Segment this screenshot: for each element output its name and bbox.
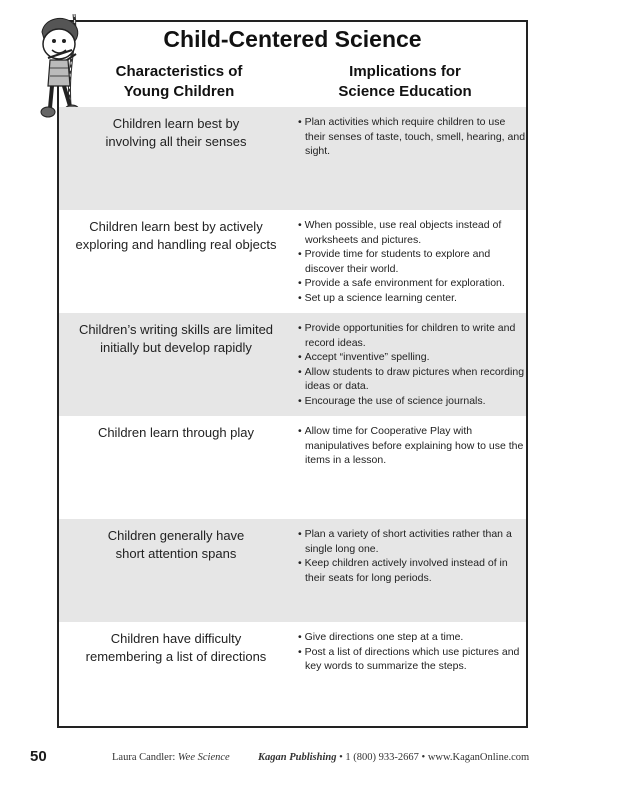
characteristic-cell bbox=[65, 115, 287, 151]
characteristic-line: Children generally have bbox=[107, 528, 245, 543]
characteristic-line: Children have difficulty bbox=[110, 631, 242, 646]
characteristic-line: exploring and handling real objects bbox=[75, 237, 277, 252]
list-item: • Keep children actively involved instead of in their seats for long periods. bbox=[297, 556, 526, 585]
publisher-name: Kagan Publishing bbox=[258, 752, 337, 763]
page-number: 50 bbox=[30, 748, 47, 765]
characteristic-cell bbox=[65, 424, 287, 442]
list-item: • When possible, use real objects instead of worksheets and pictures. bbox=[297, 218, 526, 247]
page-title: Child-Centered Science bbox=[163, 26, 422, 52]
list-item: • Encourage the use of science journals. bbox=[297, 394, 526, 409]
list-item: • Provide opportunities for children to write and record ideas. bbox=[297, 321, 526, 350]
characteristic-line: remembering a list of directions bbox=[85, 649, 267, 664]
characteristic-cell bbox=[65, 321, 287, 357]
list-item: • Plan activities which require children to use their senses of taste, touch, smell, hearing, and sight. bbox=[297, 115, 526, 159]
list-item: • Allow students to draw pictures when recording ideas or data. bbox=[297, 365, 526, 394]
list-item: • Allow time for Cooperative Play with manipulatives before explaining how to use the items in a lesson. bbox=[297, 424, 526, 468]
list-item: • Provide time for students to explore and discover their world. bbox=[297, 247, 526, 276]
footer-book-title: Wee Science bbox=[177, 752, 230, 763]
table-row bbox=[59, 519, 526, 622]
implications-list bbox=[297, 218, 526, 305]
header-line: Characteristics of bbox=[115, 63, 243, 80]
implications-list bbox=[297, 527, 526, 585]
list-item: • Post a list of directions which use pictures and key words to summarize the steps. bbox=[297, 645, 526, 674]
characteristic-line: initially but develop rapidly bbox=[100, 340, 252, 355]
characteristic-cell bbox=[65, 630, 287, 666]
header-line: Implications for bbox=[349, 63, 461, 80]
table-row bbox=[59, 107, 526, 210]
column-header-implications bbox=[305, 62, 505, 102]
implications-list bbox=[297, 115, 526, 159]
header-line: Young Children bbox=[123, 83, 235, 100]
table-row bbox=[59, 416, 526, 519]
list-item: • Accept “inventive” spelling. bbox=[297, 350, 526, 365]
characteristic-cell bbox=[65, 218, 287, 254]
column-header-characteristics bbox=[89, 62, 269, 102]
table-row bbox=[59, 210, 526, 313]
footer-publisher bbox=[258, 752, 529, 763]
header-line: Science Education bbox=[338, 83, 472, 100]
table-row bbox=[59, 313, 526, 416]
characteristic-line: Children learn through play bbox=[97, 425, 255, 440]
characteristic-line: Children learn best by actively bbox=[89, 219, 263, 234]
characteristic-cell bbox=[65, 527, 287, 563]
implications-list bbox=[297, 630, 526, 674]
characteristic-line: Children learn best by bbox=[112, 116, 240, 131]
characteristic-line: Children’s writing skills are limited bbox=[78, 322, 274, 337]
implications-list bbox=[297, 321, 526, 408]
footer-author: Laura Candler: bbox=[112, 752, 176, 763]
list-item: • Give directions one step at a time. bbox=[297, 630, 526, 645]
implications-list bbox=[297, 424, 526, 468]
footer-credit bbox=[112, 752, 230, 763]
list-item: • Provide a safe environment for exploration. bbox=[297, 276, 526, 291]
comparison-table bbox=[59, 107, 526, 725]
characteristic-line: short attention spans bbox=[115, 546, 237, 561]
characteristic-line: involving all their senses bbox=[105, 134, 247, 149]
list-item: • Plan a variety of short activities rather than a single long one. bbox=[297, 527, 526, 556]
list-item: • Set up a science learning center. bbox=[297, 291, 526, 306]
table-row bbox=[59, 622, 526, 725]
publisher-contact: • 1 (800) 933-2667 • www.KaganOnline.com bbox=[336, 752, 530, 763]
